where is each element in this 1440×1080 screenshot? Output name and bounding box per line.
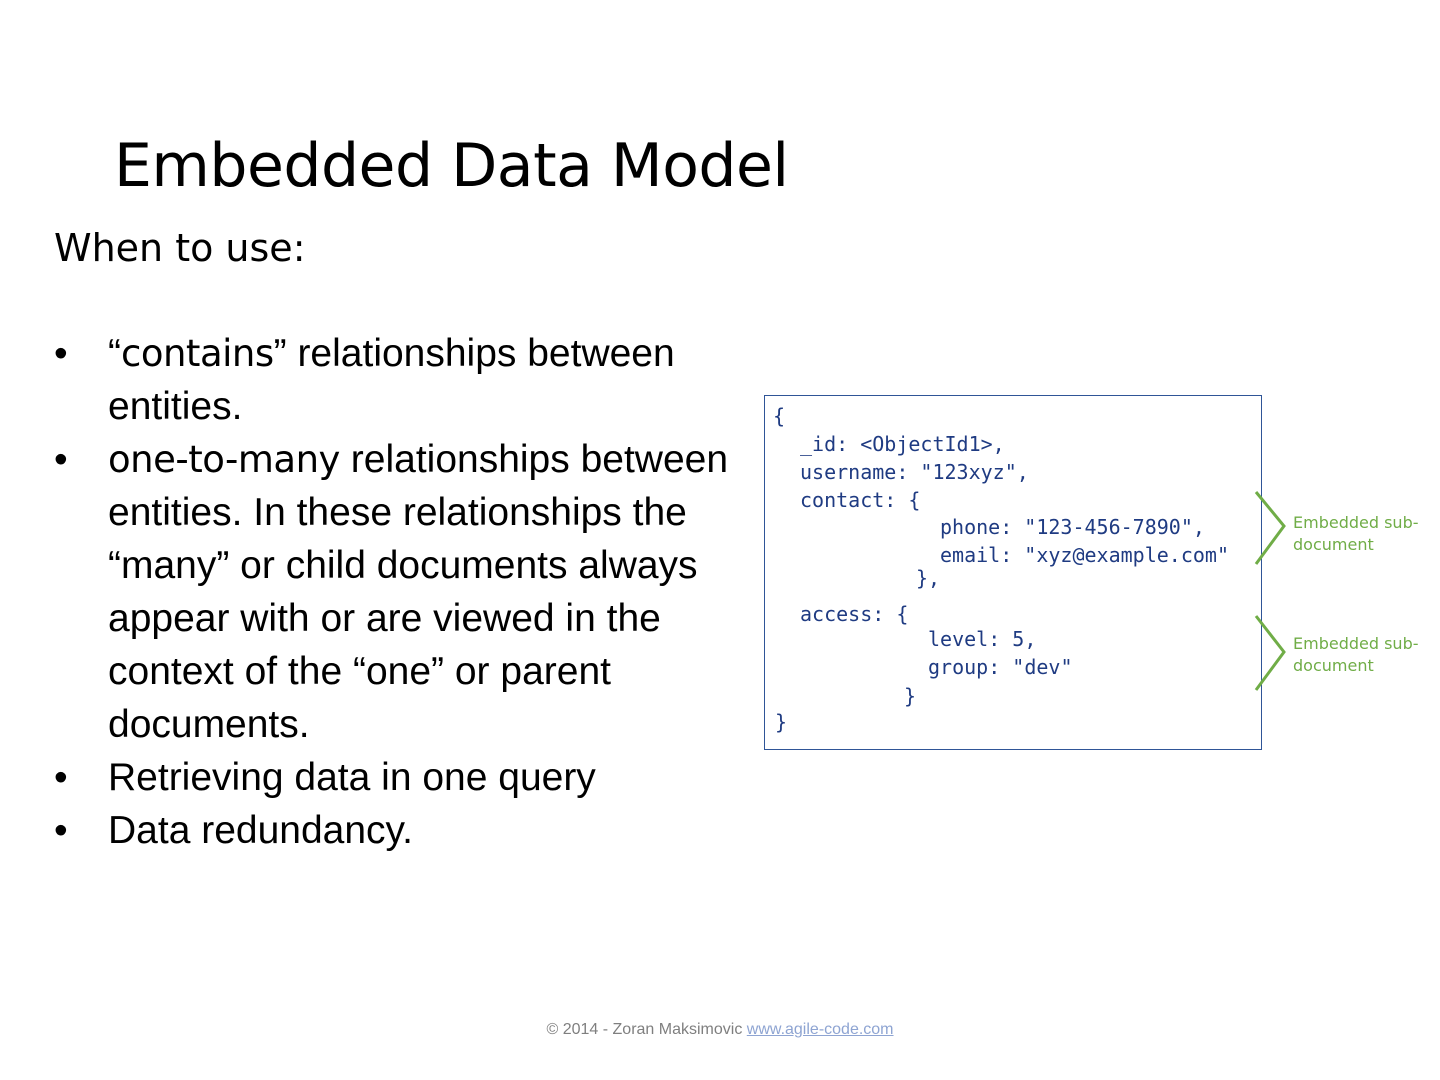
bullet-icon: • xyxy=(54,809,68,852)
curly-brace-icon xyxy=(1256,492,1284,564)
intro-text: When to use: xyxy=(54,226,306,270)
code-line: } xyxy=(775,710,788,734)
code-line: level: 5, xyxy=(928,627,1037,651)
bullet-text: Data redundancy. xyxy=(108,809,413,852)
bullet-item-contains xyxy=(54,327,754,433)
code-line: email: "xyz@example.com" xyxy=(940,543,1229,567)
code-line: }, xyxy=(916,566,941,590)
bullet-text: ” relationships between entities. xyxy=(108,332,675,428)
annotation-label-contact xyxy=(1293,512,1433,556)
bullet-list xyxy=(54,327,754,857)
code-line: access: { xyxy=(800,602,909,626)
bullet-item-redundancy xyxy=(54,804,754,857)
bullet-item-retrieving xyxy=(54,751,754,804)
bullet-keyword: contains xyxy=(121,332,274,375)
code-line: username: "123xyz", xyxy=(800,460,1029,484)
bullet-text: Retrieving data in one query xyxy=(108,756,596,799)
code-line: _id: <ObjectId1>, xyxy=(800,432,1005,456)
code-line: contact: { xyxy=(800,488,921,512)
bullet-keyword: one-to-many xyxy=(108,438,340,481)
code-line: { xyxy=(773,404,786,428)
annotation-line: Embedded sub- xyxy=(1293,634,1419,653)
footer xyxy=(0,1018,1440,1042)
brace-icons xyxy=(1252,488,1292,698)
annotation-line: document xyxy=(1293,535,1374,554)
code-line: } xyxy=(904,684,917,708)
slide-title: Embedded Data Model xyxy=(114,131,789,201)
bullet-item-one-to-many xyxy=(54,433,754,751)
annotation-label-access xyxy=(1293,633,1433,677)
bullet-prefix: “ xyxy=(108,332,121,375)
footer-copyright: © 2014 - Zoran Maksimovic xyxy=(546,1021,747,1038)
code-line: phone: "123-456-7890", xyxy=(940,515,1205,539)
annotation-line: document xyxy=(1293,656,1374,675)
bullet-icon: • xyxy=(54,438,68,481)
bullet-icon: • xyxy=(54,756,68,799)
annotation-line: Embedded sub- xyxy=(1293,513,1419,532)
bullet-icon: • xyxy=(54,332,68,375)
footer-link[interactable]: www.agile-code.com xyxy=(746,1021,894,1038)
code-line: group: "dev" xyxy=(928,655,1073,679)
curly-brace-icon xyxy=(1256,616,1284,690)
bullet-text: relationships between entities. In these relationships the “many” or child documents always appear with or are viewed in the context of the “one” or parent documents. xyxy=(108,438,729,746)
